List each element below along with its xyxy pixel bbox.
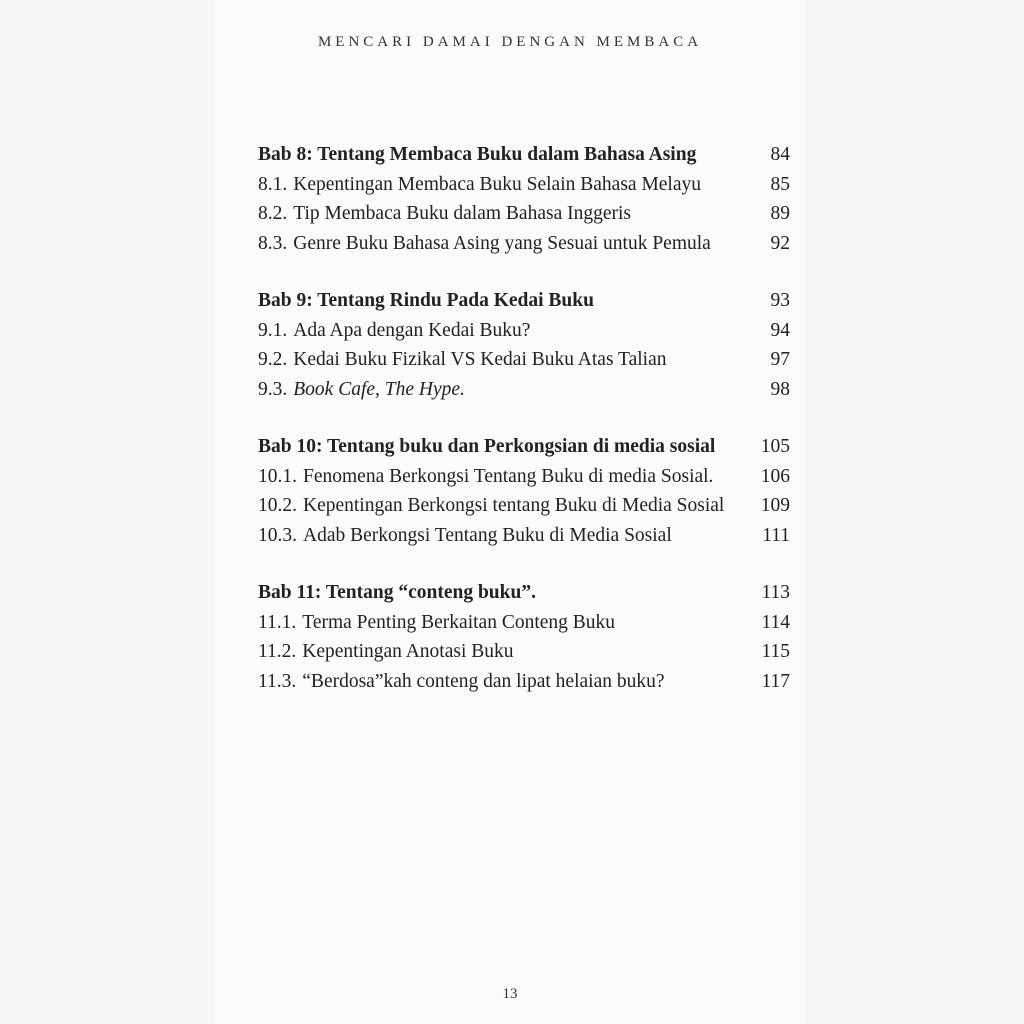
chapter-title: Bab 8: Tentang Membaca Buku dalam Bahasa Asing [258,144,697,165]
entry-index: 11.3. [258,670,297,692]
entry-title: Genre Buku Bahasa Asing yang Sesuai untuk Pemula [293,232,711,254]
entry-page: 109 [760,495,790,516]
entry-index: 11.1. [258,611,297,633]
chapter-heading [258,286,790,316]
toc-entry [258,637,790,667]
entry-page: 94 [770,319,790,341]
toc-entry [258,462,790,492]
toc-entry [258,521,790,551]
toc-entry [258,608,790,638]
entry-page: 117 [761,670,790,692]
chapter-title: Bab 11: Tentang “conteng buku”. [258,582,536,603]
entry-index: 9.3. [258,378,288,400]
entry-page: 106 [760,465,790,487]
entry-title: Kepentingan Anotasi Buku [302,641,514,662]
entry-page: 92 [770,232,790,254]
entry-page: 114 [761,611,790,633]
toc-entry [258,345,790,375]
chapter-page: 93 [770,290,790,311]
toc-entry [258,667,790,697]
entry-title: Tip Membaca Buku dalam Bahasa Inggeris [293,203,632,224]
entry-title: Book Cafe, The Hype. [293,378,465,400]
entry-page: 97 [770,349,790,370]
chapter-9 [258,286,790,404]
chapter-page: 84 [770,144,790,165]
chapter-page: 113 [761,582,790,603]
entry-title: Ada Apa dengan Kedai Buku? [293,319,531,341]
entry-index: 8.3. [258,232,288,254]
entry-title: Kepentingan Berkongsi tentang Buku di Media Sosial [303,495,725,516]
entry-title: Adab Berkongsi Tentang Buku di Media Sosial [303,524,672,546]
toc-entry [258,170,790,200]
entry-index: 11.2. [258,641,297,662]
entry-title: Fenomena Berkongsi Tentang Buku di media Sosial. [303,465,714,487]
chapter-heading [258,432,790,462]
entry-index: 10.2. [258,495,297,516]
entry-index: 9.1. [258,319,288,341]
entry-page: 111 [762,524,790,546]
entry-index: 10.3. [258,524,297,546]
chapter-title: Bab 9: Tentang Rindu Pada Kedai Buku [258,290,594,311]
page-number: 13 [502,986,518,1002]
entry-page: 98 [770,378,790,400]
entry-title: Terma Penting Berkaitan Conteng Buku [302,611,616,633]
entry-page: 85 [770,173,790,195]
entry-page: 89 [770,203,790,224]
entry-title: “Berdosa”kah conteng dan lipat helaian buku? [302,670,665,692]
chapter-page: 105 [760,436,790,457]
entry-index: 9.2. [258,349,288,370]
entry-title: Kepentingan Membaca Buku Selain Bahasa Melayu [293,173,702,195]
toc-entry [258,316,790,346]
running-head: MENCARI DAMAI DENGAN MEMBACA [317,34,703,50]
chapter-heading [258,140,790,170]
chapter-10 [258,432,790,550]
entry-index: 8.1. [258,173,288,195]
table-of-contents [258,140,790,724]
chapter-11 [258,578,790,696]
toc-entry [258,491,790,521]
toc-entry [258,375,790,405]
toc-entry [258,229,790,259]
entry-title: Kedai Buku Fizikal VS Kedai Buku Atas Talian [293,349,667,370]
chapter-title: Bab 10: Tentang buku dan Perkongsian di media sosial [258,436,716,457]
chapter-heading [258,578,790,608]
toc-entry [258,199,790,229]
entry-page: 115 [761,641,790,662]
entry-index: 10.1. [258,465,297,487]
entry-index: 8.2. [258,203,288,224]
chapter-8 [258,140,790,258]
book-page [215,0,805,1024]
